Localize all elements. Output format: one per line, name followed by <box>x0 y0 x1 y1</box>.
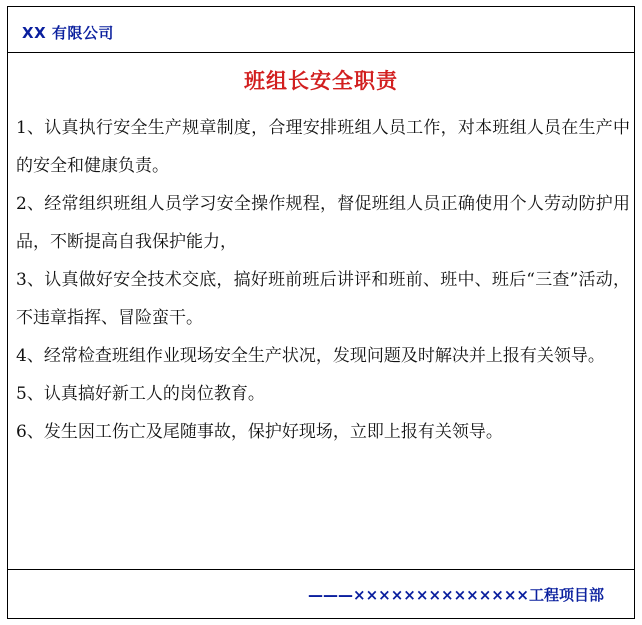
duty-item-6: 6、发生因工伤亡及尾随事故，保护好现场，立即上报有关领导。 <box>16 422 503 442</box>
page-title: 班组长安全职责 <box>244 69 398 93</box>
footer-bar <box>8 569 634 618</box>
duty-item-2: 2、经常组织班组人员学习安全操作规程，督促班组人员正确使用个人劳动防护用品，不断提高自我保护能力， <box>16 194 630 252</box>
duties-list <box>16 109 630 451</box>
duty-item-3: 3、认真做好安全技术交底，搞好班前班后讲评和班前、班中、班后“三查”活动，不违章指挥、冒险蛮干。 <box>16 270 630 328</box>
document-frame <box>7 6 635 619</box>
duty-item-1: 1、认真执行安全生产规章制度，合理安排班组人员工作，对本班组人员在生产中的安全和健康负责。 <box>16 118 630 176</box>
department-signature: ———××××××××××××××工程项目部 <box>308 586 604 604</box>
header-bar <box>8 7 634 53</box>
company-name: XX 有限公司 <box>22 24 114 42</box>
duty-item-5: 5、认真搞好新工人的岗位教育。 <box>16 384 265 404</box>
duty-item-4: 4、经常检查班组作业现场安全生产状况，发现问题及时解决并上报有关领导。 <box>16 346 605 366</box>
